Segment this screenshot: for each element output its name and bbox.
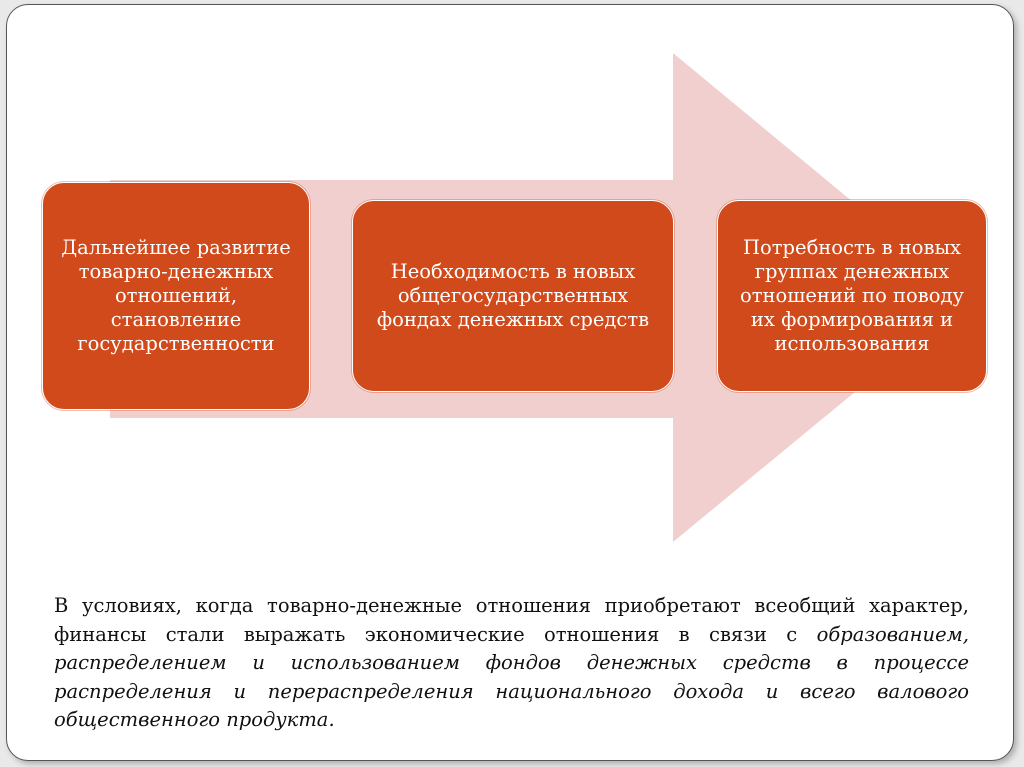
slide xyxy=(6,4,1014,761)
stage-box-2 xyxy=(352,200,674,392)
stage-box-3-label: Потребность в новых группах денежных отношений по поводу их формирования и использования xyxy=(740,236,964,355)
stage-box-1 xyxy=(42,182,310,410)
caption-text xyxy=(54,592,969,735)
stage-box-2-label: Необходимость в новых общегосударственных фондах денежных средств xyxy=(376,260,650,331)
caption-italic: образованием, распределением и использованием фондов денежных средств в процессе распределения и перераспределения национального дохода и всего валового общественного продукта. xyxy=(54,622,969,731)
stage-box-1-label: Дальнейшее развитие товарно-денежных отношений, становление государственности xyxy=(61,236,291,355)
stage-box-3 xyxy=(717,200,987,392)
caption-regular: В условиях, когда товарно-денежные отношения приобретают всеобщий характер, финансы стали выражать экономические отношения в связи с xyxy=(54,594,969,646)
